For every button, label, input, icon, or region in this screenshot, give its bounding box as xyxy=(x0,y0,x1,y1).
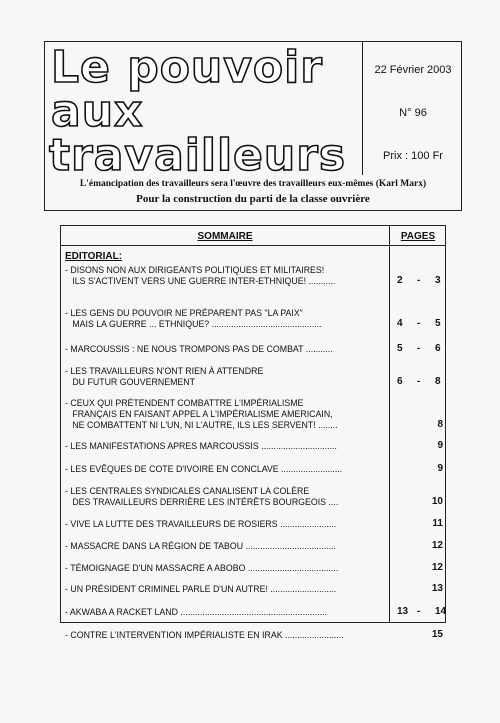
title-line-2: aux xyxy=(51,86,144,137)
page-end: 15 xyxy=(431,629,443,640)
page-end: 9 xyxy=(437,463,443,474)
page-end: 14 xyxy=(435,606,447,617)
toc-entry-line: - LES EVÊQUES DE COTE D'IVOIRE EN CONCLAVE ......................... xyxy=(65,464,343,474)
page-end: 5 xyxy=(435,318,441,329)
toc-entry-line: DU FUTUR GOUVERNEMENT xyxy=(65,377,195,387)
toc-heading: SOMMAIRE xyxy=(197,231,253,242)
toc-entry-line: - LES GENS DU POUVOIR NE PRÉPARENT PAS "LA PAIX" xyxy=(65,308,303,318)
toc-entry-line: - CONTRE L'INTERVENTION IMPÉRIALISTE EN IRAK ........................ xyxy=(65,630,344,640)
page-end: 13 xyxy=(431,583,443,594)
toc-entry xyxy=(65,344,385,355)
masthead xyxy=(44,41,462,211)
page-end: 12 xyxy=(431,562,443,573)
toc-entry xyxy=(65,265,385,287)
page-end: 12 xyxy=(431,540,443,551)
page-start: 2 xyxy=(397,275,403,286)
issue-number: N° 96 xyxy=(399,107,427,119)
tagline: L'émancipation des travailleurs sera l'œuvre des travailleurs eux-mêmes (Karl Marx) xyxy=(79,179,427,189)
toc-entry xyxy=(65,519,385,530)
toc-entry-line: - MARCOUSSIS : NE NOUS TROMPONS PAS DE COMBAT ........... xyxy=(65,344,333,354)
toc-entry-line: DES TRAVAILLEURS DERRIÈRE LES INTÉRÊTS BOURGEOIS .... xyxy=(65,497,339,507)
header-rule xyxy=(61,245,445,246)
toc-entry xyxy=(65,563,385,574)
toc-entry xyxy=(65,630,385,641)
page-dash: - xyxy=(417,275,421,286)
page-end: 6 xyxy=(435,343,441,354)
toc-entry-line: - DISONS NON AUX DIRIGEANTS POLITIQUES ET MILITAIRES! xyxy=(65,265,325,275)
toc-entry-line: ILS S'ACTIVENT VERS UNE GUERRE INTER-ETHNIQUE! ........... xyxy=(65,276,336,286)
toc-entry-line: - VIVE LA LUTTE DES TRAVAILLEURS DE ROSIERS ....................... xyxy=(65,519,337,529)
toc-entry-line: - LES CENTRALES SYNDICALES CANALISENT LA COLÈRE xyxy=(65,486,310,496)
page-end: 8 xyxy=(437,419,443,430)
toc-entry-line: - UN PRÉSIDENT CRIMINEL PARLE D'UN AUTRE! ........................... xyxy=(65,584,337,594)
issue-info xyxy=(363,42,463,175)
page-end: 10 xyxy=(431,496,443,507)
pages-heading: PAGES xyxy=(400,231,436,242)
page-start: 6 xyxy=(397,376,403,387)
toc-entry xyxy=(65,398,385,431)
page-dash: - xyxy=(417,318,421,329)
page-start: 13 xyxy=(397,606,409,617)
toc-entry-line: - LES MANIFESTATIONS APRES MARCOUSSIS ............................... xyxy=(65,441,337,451)
toc-entry-line: - AKWABA A RACKET LAND ............................................................ xyxy=(65,607,328,617)
toc-entry-line: - MASSACRE DANS LA RÉGION DE TABOU ..................................... xyxy=(65,541,336,551)
toc-entry xyxy=(65,607,385,618)
toc-entry xyxy=(65,366,385,388)
title-line-1: Le pouvoir xyxy=(51,42,323,93)
page-end: 3 xyxy=(435,275,441,286)
toc-entry xyxy=(65,441,385,452)
subtagline: Pour la construction du parti de la classe ouvrière xyxy=(136,193,370,205)
toc-entry xyxy=(65,464,385,475)
toc-entry-line: - TÉMOIGNAGE D'UN MASSACRE A ABOBO ..................................... xyxy=(65,563,339,573)
page-dash: - xyxy=(417,376,421,387)
toc-entry-line: FRANÇAIS EN FAISANT APPEL A L'IMPÉRIALISME AMERICAIN, xyxy=(65,409,333,419)
section-heading: EDITORIAL: xyxy=(65,251,123,262)
page-dash: - xyxy=(417,343,421,354)
table-of-contents xyxy=(60,225,447,640)
toc-entry-line: NE COMBATTENT NI L'UN, NI L'AUTRE, ILS LES SERVENT! ........ xyxy=(65,420,338,430)
page-end: 11 xyxy=(432,518,443,529)
page-start: 5 xyxy=(397,343,403,354)
page-end: 9 xyxy=(437,440,443,451)
title-line-3: travailleurs xyxy=(49,130,347,181)
toc-entry-line: - LES TRAVAILLEURS N'ONT RIEN À ATTENDRE xyxy=(65,366,264,376)
toc-entry-line: MAIS LA GUERRE ... ETHNIQUE? ............................................. xyxy=(65,319,322,329)
issue-date: 22 Février 2003 xyxy=(374,64,452,76)
toc-entry xyxy=(65,541,385,552)
page-end: 8 xyxy=(435,376,441,387)
title-box xyxy=(45,42,363,181)
page-dash: - xyxy=(417,606,421,617)
column-divider xyxy=(389,226,390,622)
page-start: 4 xyxy=(397,318,403,329)
toc-entry xyxy=(65,584,385,595)
toc-entry xyxy=(65,486,385,508)
toc-entry xyxy=(65,308,385,330)
toc-entry-line: - CEUX QUI PRÉTENDENT COMBATTRE L'IMPÉRIALISME xyxy=(65,398,304,408)
issue-price: Prix : 100 Fr xyxy=(383,150,443,162)
